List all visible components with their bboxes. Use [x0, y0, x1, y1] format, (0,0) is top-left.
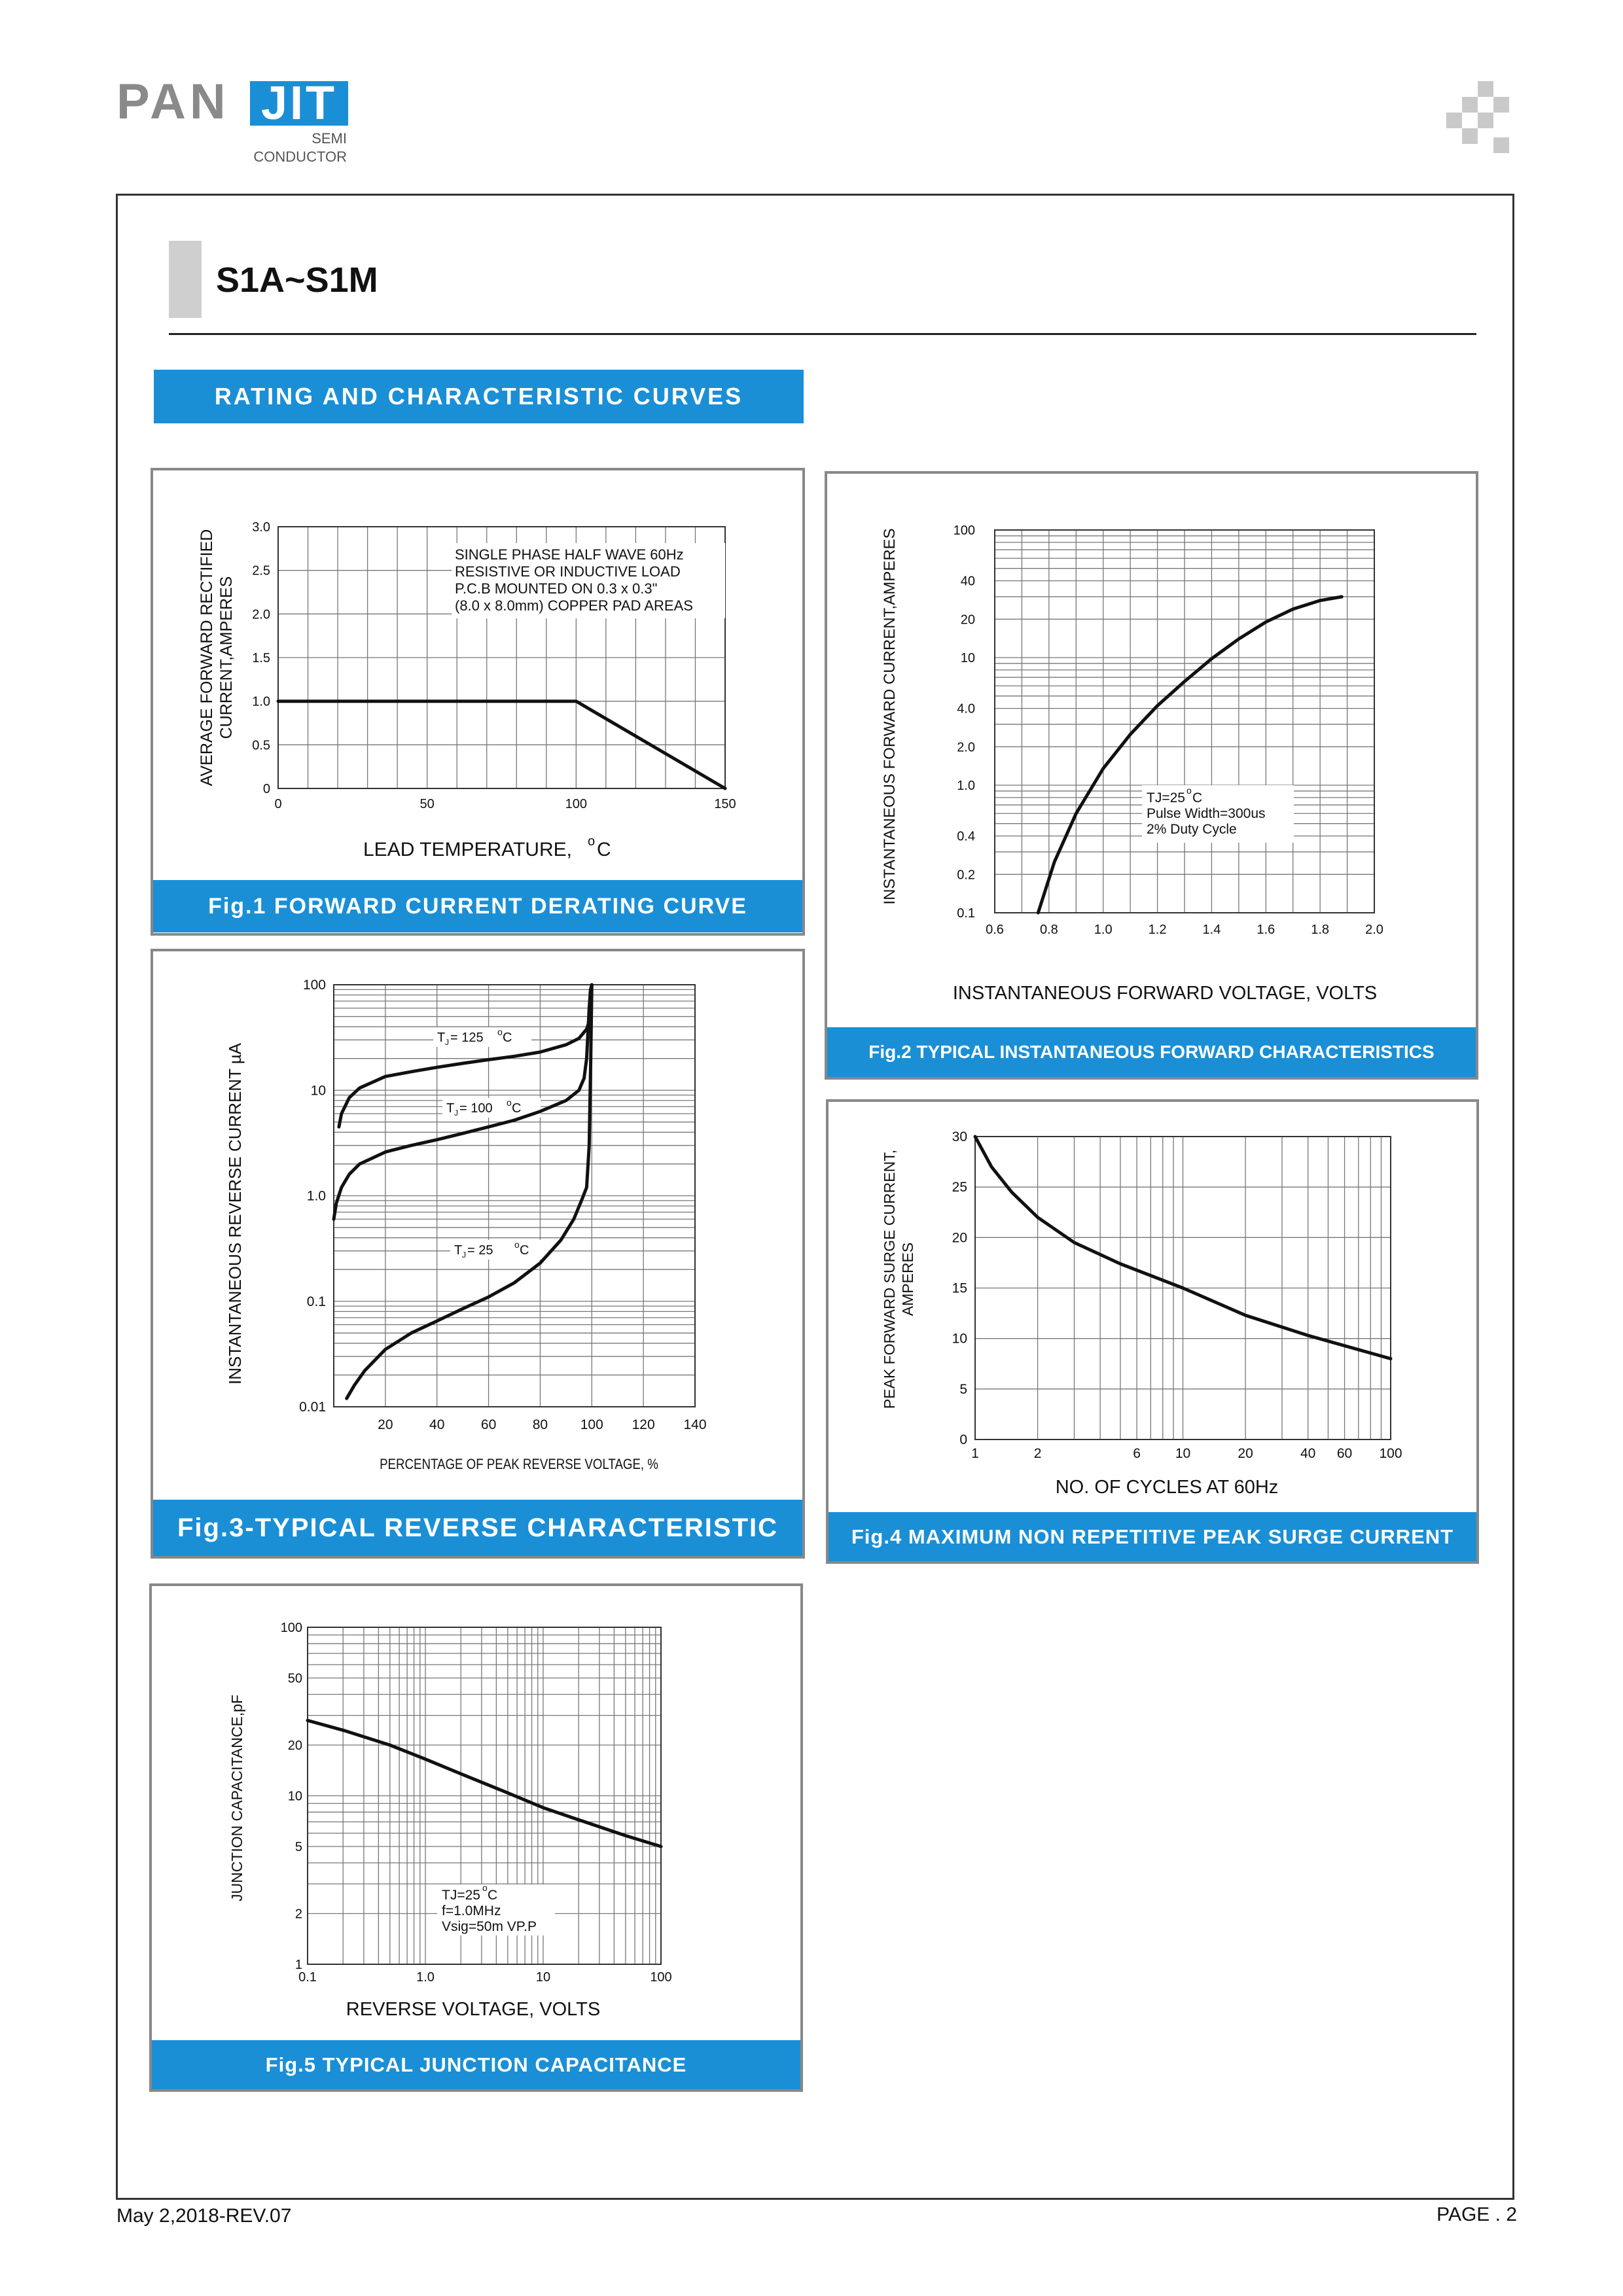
footer-date: May 2,2018-REV.07 [116, 2205, 292, 2227]
fig2-xtick-label: 2.0 [1365, 923, 1383, 937]
fig4-xtick-label: 10 [1175, 1446, 1191, 1461]
fig3-ytick-label: 1.0 [306, 1188, 326, 1204]
fig1-ytick-label: 3.0 [252, 520, 270, 535]
fig3-series-label: C [520, 1243, 529, 1258]
fig2-ytick-label: 1.0 [957, 779, 975, 793]
fig3-series-label: C [503, 1031, 512, 1045]
fig1-note-line: P.C.B MOUNTED ON 0.3 x 0.3" [455, 580, 658, 597]
fig3-xtick-label: 140 [683, 1417, 707, 1432]
fig1-xtick-label: 150 [714, 797, 736, 811]
fig2-ytick-label: 0.2 [957, 868, 975, 883]
fig2-caption: Fig.2 TYPICAL INSTANTANEOUS FORWARD CHARACTERISTICS [827, 1027, 1476, 1077]
fig1-ytick-label: 1.5 [252, 651, 270, 665]
fig1-ytick-label: 2.0 [252, 607, 270, 622]
fig3-xtick-label: 40 [429, 1417, 445, 1432]
fig3-series-label: T [454, 1243, 463, 1258]
fig5-ytick-label: 5 [294, 1840, 302, 1855]
fig5-ytick-label: 100 [280, 1621, 302, 1635]
fig4-x-axis-label: NO. OF CYCLES AT 60Hz [1055, 1477, 1279, 1498]
fig3-series-label: = 25 [467, 1243, 493, 1258]
fig1-xtick-label: 100 [565, 797, 588, 811]
fig2-xtick-label: 0.6 [986, 923, 1004, 937]
fig3-series-label: C [512, 1101, 522, 1116]
fig3-series-label-sub: J [454, 1108, 458, 1118]
fig2-ytick-label: 20 [960, 612, 975, 627]
fig4-xtick-label: 1 [971, 1446, 979, 1461]
fig1-note-line: SINGLE PHASE HALF WAVE 60Hz [455, 546, 684, 563]
fig1-x-unit-degree: o [588, 834, 596, 849]
fig2-xtick-label: 1.4 [1202, 923, 1221, 937]
fig1-ytick-label: 0.5 [252, 738, 270, 753]
fig5-y-axis-label: JUNCTION CAPACITANCE,pF [228, 1694, 245, 1902]
fig1-x-unit: C [597, 839, 611, 860]
fig2-ytick-label: 10 [960, 651, 975, 665]
fig5-note-line: Vsig=50m VP.P [442, 1919, 537, 1934]
fig3-series-label-degree: o [514, 1239, 520, 1250]
fig5-xtick-label: 100 [650, 1970, 672, 1985]
logo-sub-conductor: CONDUCTOR [253, 149, 347, 165]
fig3-x-axis-label: PERCENTAGE OF PEAK REVERSE VOLTAGE, % [380, 1457, 658, 1473]
fig2-ytick-label: 0.1 [957, 906, 975, 921]
fig4-ytick-label: 20 [952, 1230, 967, 1246]
fig5-ytick-label: 2 [294, 1907, 302, 1922]
fig3-ytick-label: 0.01 [299, 1400, 326, 1415]
fig3-series-label-degree: o [497, 1027, 503, 1037]
section-banner: RATING AND CHARACTERISTIC CURVES [154, 370, 804, 423]
fig1-y-axis-label: CURRENT,AMPERES [217, 576, 236, 739]
fig3-series-label: = 125 [450, 1031, 484, 1045]
logo-sub-semi: SEMI [312, 130, 347, 147]
fig3-series-label: T [446, 1101, 455, 1116]
fig5-note-line: f=1.0MHz [442, 1903, 501, 1918]
fig2-ytick-label: 40 [960, 574, 975, 589]
footer-page-number: PAGE . 2 [1436, 2204, 1517, 2225]
fig4-ytick-label: 5 [959, 1381, 967, 1397]
fig3-xtick-label: 100 [580, 1417, 603, 1432]
fig5-ytick-label: 20 [287, 1738, 302, 1753]
fig4-xtick-label: 6 [1133, 1446, 1141, 1461]
fig1-y-axis-label: AVERAGE FORWARD RECTIFIED [198, 529, 216, 786]
fig5-note-line: TJ=25 [442, 1888, 480, 1903]
fig3-ytick-label: 0.1 [306, 1294, 326, 1309]
page-title: S1A~S1M [216, 260, 378, 300]
fig4-y-axis-label: AMPERES [899, 1242, 916, 1316]
fig4-ytick-label: 15 [952, 1280, 967, 1296]
fig3-ytick-label: 100 [302, 978, 326, 993]
fig2-note-line: Pulse Width=300us [1147, 806, 1266, 821]
fig2-note-line: TJ=25 [1147, 790, 1185, 805]
fig2-xtick-label: 1.8 [1311, 923, 1330, 937]
fig3-xtick-label: 20 [378, 1417, 393, 1432]
fig4-xtick-label: 40 [1300, 1446, 1316, 1461]
fig5-x-axis-label: REVERSE VOLTAGE, VOLTS [346, 1999, 601, 2020]
fig4-y-axis-label: PEAK FORWARD SURGE CURRENT, [881, 1149, 898, 1409]
fig2-note-degree: o [1186, 785, 1192, 796]
fig2-xtick-label: 0.8 [1039, 923, 1058, 937]
fig1-ytick-label: 2.5 [252, 563, 270, 578]
logo-jit-text: JIT [260, 77, 338, 130]
fig4-xtick-label: 20 [1238, 1446, 1253, 1461]
fig3-series-label-sub: J [445, 1038, 449, 1047]
fig1-note-line: RESISTIVE OR INDUCTIVE LOAD [455, 563, 681, 580]
fig3-series-label: = 100 [459, 1101, 493, 1116]
fig1-ytick-label: 1.0 [252, 694, 270, 709]
fig2-ytick-label: 100 [953, 523, 975, 538]
fig1-x-axis-label: LEAD TEMPERATURE, [363, 839, 572, 860]
fig4-ytick-label: 25 [952, 1180, 967, 1195]
fig2-xtick-label: 1.0 [1094, 923, 1113, 937]
fig5-note-line: C [488, 1888, 498, 1903]
fig2-x-axis-label: INSTANTANEOUS FORWARD VOLTAGE, VOLTS [952, 983, 1378, 1004]
fig5-xtick-label: 0.1 [298, 1970, 317, 1985]
fig2-note-line: C [1192, 790, 1203, 805]
fig3-series-label-sub: J [462, 1250, 466, 1260]
fig3-xtick-label: 80 [532, 1417, 548, 1432]
fig5-ytick-label: 1 [294, 1958, 302, 1972]
fig3-xtick-label: 60 [480, 1417, 497, 1432]
logo-pan-text: PAN [116, 74, 230, 130]
fig5-xtick-label: 1.0 [416, 1970, 435, 1985]
fig5-note-degree: o [482, 1882, 488, 1893]
fig5-ytick-label: 10 [287, 1789, 302, 1804]
fig2-xtick-label: 1.2 [1148, 923, 1167, 937]
fig2-xtick-label: 1.6 [1257, 923, 1275, 937]
fig1-caption: Fig.1 FORWARD CURRENT DERATING CURVE [153, 880, 802, 932]
fig1-note-line: (8.0 x 8.0mm) COPPER PAD AREAS [455, 597, 693, 614]
fig5-xtick-label: 10 [535, 1970, 551, 1985]
fig4-ytick-label: 30 [952, 1129, 967, 1144]
fig3-series-label-degree: o [507, 1097, 512, 1108]
fig5-caption: Fig.5 TYPICAL JUNCTION CAPACITANCE [152, 2040, 800, 2089]
fig5-series-line [308, 1720, 661, 1846]
fig1-xtick-label: 0 [274, 797, 282, 811]
fig1-xtick-label: 50 [419, 797, 435, 811]
fig4-xtick-label: 2 [1033, 1446, 1042, 1461]
fig4-caption: Fig.4 MAXIMUM NON REPETITIVE PEAK SURGE CURRENT [829, 1512, 1476, 1561]
fig2-y-axis-label: INSTANTANEOUS FORWARD CURRENT,AMPERES [881, 528, 899, 905]
fig2-note-line: 2% Duty Cycle [1147, 822, 1237, 837]
fig4-xtick-label: 60 [1336, 1446, 1353, 1461]
fig4-ytick-label: 10 [952, 1331, 967, 1347]
fig4-ytick-label: 0 [959, 1432, 967, 1447]
fig3-xtick-label: 120 [632, 1417, 655, 1432]
fig3-ytick-label: 10 [310, 1083, 326, 1099]
fig2-ytick-label: 2.0 [957, 740, 975, 755]
fig4-xtick-label: 100 [1379, 1446, 1402, 1461]
fig3-y-axis-label: INSTANTANEOUS REVERSE CURRENT µA [225, 1042, 245, 1385]
fig2-ytick-label: 0.4 [957, 829, 975, 844]
fig3-caption: Fig.3-TYPICAL REVERSE CHARACTERISTIC [153, 1500, 802, 1556]
fig5-ytick-label: 50 [287, 1671, 302, 1686]
fig1-ytick-label: 0 [262, 782, 270, 796]
fig2-ytick-label: 4.0 [957, 701, 975, 716]
fig3-series-label: T [437, 1031, 446, 1045]
